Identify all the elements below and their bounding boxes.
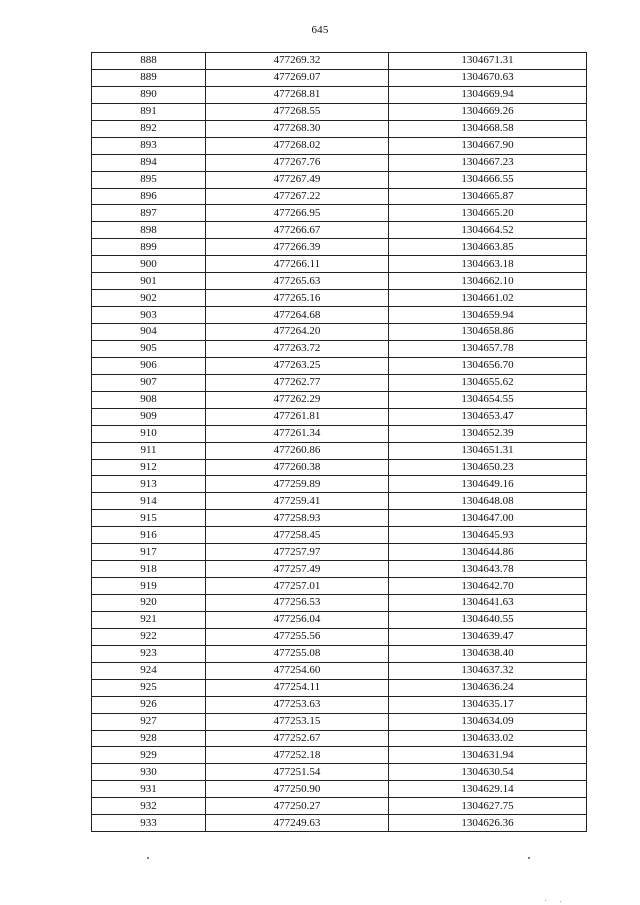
y-coordinate-cell: 1304638.40 bbox=[389, 645, 587, 662]
table-row bbox=[92, 154, 587, 171]
point-number-cell: 892 bbox=[92, 120, 206, 137]
table-row bbox=[92, 527, 587, 544]
y-coordinate-cell: 1304626.36 bbox=[389, 815, 587, 832]
x-coordinate-cell: 477268.81 bbox=[206, 86, 389, 103]
y-coordinate-cell: 1304642.70 bbox=[389, 578, 587, 595]
x-coordinate-cell: 477260.86 bbox=[206, 442, 389, 459]
point-number-cell: 926 bbox=[92, 696, 206, 713]
point-number-cell: 913 bbox=[92, 476, 206, 493]
x-coordinate-cell: 477269.07 bbox=[206, 69, 389, 86]
table-row bbox=[92, 679, 587, 696]
y-coordinate-cell: 1304647.00 bbox=[389, 510, 587, 527]
y-coordinate-cell: 1304636.24 bbox=[389, 679, 587, 696]
point-number-cell: 893 bbox=[92, 137, 206, 154]
x-coordinate-cell: 477257.49 bbox=[206, 561, 389, 578]
table-row bbox=[92, 476, 587, 493]
x-coordinate-cell: 477266.39 bbox=[206, 239, 389, 256]
y-coordinate-cell: 1304667.90 bbox=[389, 137, 587, 154]
table-row bbox=[92, 222, 587, 239]
table-row bbox=[92, 595, 587, 612]
x-coordinate-cell: 477268.02 bbox=[206, 137, 389, 154]
x-coordinate-cell: 477267.22 bbox=[206, 188, 389, 205]
table-row bbox=[92, 781, 587, 798]
scan-speck bbox=[545, 900, 546, 901]
x-coordinate-cell: 477255.56 bbox=[206, 628, 389, 645]
point-number-cell: 905 bbox=[92, 340, 206, 357]
scan-speck bbox=[528, 857, 530, 859]
y-coordinate-cell: 1304655.62 bbox=[389, 374, 587, 391]
y-coordinate-cell: 1304663.18 bbox=[389, 256, 587, 273]
x-coordinate-cell: 477258.45 bbox=[206, 527, 389, 544]
y-coordinate-cell: 1304666.55 bbox=[389, 171, 587, 188]
table-row bbox=[92, 324, 587, 341]
table-row bbox=[92, 290, 587, 307]
table-row bbox=[92, 103, 587, 120]
point-number-cell: 930 bbox=[92, 764, 206, 781]
coordinates-table bbox=[91, 52, 587, 832]
y-coordinate-cell: 1304644.86 bbox=[389, 544, 587, 561]
table-row bbox=[92, 53, 587, 70]
y-coordinate-cell: 1304657.78 bbox=[389, 340, 587, 357]
point-number-cell: 918 bbox=[92, 561, 206, 578]
point-number-cell: 902 bbox=[92, 290, 206, 307]
table-row bbox=[92, 307, 587, 324]
y-coordinate-cell: 1304662.10 bbox=[389, 273, 587, 290]
x-coordinate-cell: 477259.41 bbox=[206, 493, 389, 510]
table-row bbox=[92, 645, 587, 662]
x-coordinate-cell: 477258.93 bbox=[206, 510, 389, 527]
table-row bbox=[92, 815, 587, 832]
x-coordinate-cell: 477254.11 bbox=[206, 679, 389, 696]
x-coordinate-cell: 477268.30 bbox=[206, 120, 389, 137]
table-row bbox=[92, 696, 587, 713]
y-coordinate-cell: 1304627.75 bbox=[389, 798, 587, 815]
y-coordinate-cell: 1304667.23 bbox=[389, 154, 587, 171]
x-coordinate-cell: 477257.97 bbox=[206, 544, 389, 561]
x-coordinate-cell: 477269.32 bbox=[206, 53, 389, 70]
y-coordinate-cell: 1304650.23 bbox=[389, 459, 587, 476]
point-number-cell: 901 bbox=[92, 273, 206, 290]
y-coordinate-cell: 1304669.26 bbox=[389, 103, 587, 120]
y-coordinate-cell: 1304648.08 bbox=[389, 493, 587, 510]
y-coordinate-cell: 1304631.94 bbox=[389, 747, 587, 764]
point-number-cell: 931 bbox=[92, 781, 206, 798]
x-coordinate-cell: 477264.20 bbox=[206, 324, 389, 341]
x-coordinate-cell: 477250.27 bbox=[206, 798, 389, 815]
point-number-cell: 899 bbox=[92, 239, 206, 256]
y-coordinate-cell: 1304665.87 bbox=[389, 188, 587, 205]
table-row bbox=[92, 239, 587, 256]
point-number-cell: 890 bbox=[92, 86, 206, 103]
y-coordinate-cell: 1304635.17 bbox=[389, 696, 587, 713]
point-number-cell: 922 bbox=[92, 628, 206, 645]
y-coordinate-cell: 1304629.14 bbox=[389, 781, 587, 798]
table-row bbox=[92, 188, 587, 205]
table-row bbox=[92, 442, 587, 459]
point-number-cell: 906 bbox=[92, 357, 206, 374]
table-row bbox=[92, 374, 587, 391]
y-coordinate-cell: 1304652.39 bbox=[389, 425, 587, 442]
x-coordinate-cell: 477265.63 bbox=[206, 273, 389, 290]
table-row bbox=[92, 611, 587, 628]
y-coordinate-cell: 1304663.85 bbox=[389, 239, 587, 256]
table-row bbox=[92, 493, 587, 510]
point-number-cell: 897 bbox=[92, 205, 206, 222]
point-number-cell: 919 bbox=[92, 578, 206, 595]
point-number-cell: 912 bbox=[92, 459, 206, 476]
x-coordinate-cell: 477262.29 bbox=[206, 391, 389, 408]
x-coordinate-cell: 477266.67 bbox=[206, 222, 389, 239]
point-number-cell: 920 bbox=[92, 595, 206, 612]
x-coordinate-cell: 477265.16 bbox=[206, 290, 389, 307]
y-coordinate-cell: 1304671.31 bbox=[389, 53, 587, 70]
point-number-cell: 925 bbox=[92, 679, 206, 696]
table-row bbox=[92, 713, 587, 730]
y-coordinate-cell: 1304668.58 bbox=[389, 120, 587, 137]
table-row bbox=[92, 578, 587, 595]
table-row bbox=[92, 747, 587, 764]
x-coordinate-cell: 477267.49 bbox=[206, 171, 389, 188]
point-number-cell: 889 bbox=[92, 69, 206, 86]
x-coordinate-cell: 477261.81 bbox=[206, 408, 389, 425]
table-row bbox=[92, 662, 587, 679]
y-coordinate-cell: 1304634.09 bbox=[389, 713, 587, 730]
point-number-cell: 895 bbox=[92, 171, 206, 188]
point-number-cell: 894 bbox=[92, 154, 206, 171]
x-coordinate-cell: 477252.18 bbox=[206, 747, 389, 764]
point-number-cell: 933 bbox=[92, 815, 206, 832]
y-coordinate-cell: 1304643.78 bbox=[389, 561, 587, 578]
table-row bbox=[92, 340, 587, 357]
table-row bbox=[92, 408, 587, 425]
table-row bbox=[92, 510, 587, 527]
point-number-cell: 932 bbox=[92, 798, 206, 815]
page-number: 645 bbox=[311, 24, 329, 36]
x-coordinate-cell: 477264.68 bbox=[206, 307, 389, 324]
y-coordinate-cell: 1304670.63 bbox=[389, 69, 587, 86]
x-coordinate-cell: 477251.54 bbox=[206, 764, 389, 781]
x-coordinate-cell: 477256.53 bbox=[206, 595, 389, 612]
x-coordinate-cell: 477266.95 bbox=[206, 205, 389, 222]
y-coordinate-cell: 1304639.47 bbox=[389, 628, 587, 645]
y-coordinate-cell: 1304645.93 bbox=[389, 527, 587, 544]
table-row bbox=[92, 425, 587, 442]
table-row bbox=[92, 459, 587, 476]
x-coordinate-cell: 477254.60 bbox=[206, 662, 389, 679]
point-number-cell: 914 bbox=[92, 493, 206, 510]
scan-speck bbox=[147, 857, 149, 859]
point-number-cell: 923 bbox=[92, 645, 206, 662]
point-number-cell: 927 bbox=[92, 713, 206, 730]
y-coordinate-cell: 1304630.54 bbox=[389, 764, 587, 781]
point-number-cell: 929 bbox=[92, 747, 206, 764]
y-coordinate-cell: 1304641.63 bbox=[389, 595, 587, 612]
point-number-cell: 915 bbox=[92, 510, 206, 527]
point-number-cell: 898 bbox=[92, 222, 206, 239]
x-coordinate-cell: 477253.63 bbox=[206, 696, 389, 713]
coordinates-table-body bbox=[92, 53, 587, 832]
point-number-cell: 904 bbox=[92, 324, 206, 341]
point-number-cell: 888 bbox=[92, 53, 206, 70]
point-number-cell: 891 bbox=[92, 103, 206, 120]
x-coordinate-cell: 477256.04 bbox=[206, 611, 389, 628]
scan-speck bbox=[560, 901, 561, 902]
table-row bbox=[92, 730, 587, 747]
y-coordinate-cell: 1304665.20 bbox=[389, 205, 587, 222]
y-coordinate-cell: 1304637.32 bbox=[389, 662, 587, 679]
x-coordinate-cell: 477260.38 bbox=[206, 459, 389, 476]
point-number-cell: 907 bbox=[92, 374, 206, 391]
point-number-cell: 917 bbox=[92, 544, 206, 561]
table-row bbox=[92, 798, 587, 815]
y-coordinate-cell: 1304633.02 bbox=[389, 730, 587, 747]
x-coordinate-cell: 477262.77 bbox=[206, 374, 389, 391]
point-number-cell: 900 bbox=[92, 256, 206, 273]
table-row bbox=[92, 69, 587, 86]
x-coordinate-cell: 477249.63 bbox=[206, 815, 389, 832]
x-coordinate-cell: 477250.90 bbox=[206, 781, 389, 798]
x-coordinate-cell: 477268.55 bbox=[206, 103, 389, 120]
point-number-cell: 928 bbox=[92, 730, 206, 747]
y-coordinate-cell: 1304654.55 bbox=[389, 391, 587, 408]
x-coordinate-cell: 477257.01 bbox=[206, 578, 389, 595]
point-number-cell: 924 bbox=[92, 662, 206, 679]
y-coordinate-cell: 1304669.94 bbox=[389, 86, 587, 103]
x-coordinate-cell: 477253.15 bbox=[206, 713, 389, 730]
table-row bbox=[92, 357, 587, 374]
x-coordinate-cell: 477255.08 bbox=[206, 645, 389, 662]
table-row bbox=[92, 764, 587, 781]
x-coordinate-cell: 477267.76 bbox=[206, 154, 389, 171]
table-row bbox=[92, 391, 587, 408]
table-row bbox=[92, 561, 587, 578]
y-coordinate-cell: 1304656.70 bbox=[389, 357, 587, 374]
x-coordinate-cell: 477259.89 bbox=[206, 476, 389, 493]
y-coordinate-cell: 1304658.86 bbox=[389, 324, 587, 341]
y-coordinate-cell: 1304640.55 bbox=[389, 611, 587, 628]
point-number-cell: 916 bbox=[92, 527, 206, 544]
table-row bbox=[92, 171, 587, 188]
point-number-cell: 911 bbox=[92, 442, 206, 459]
y-coordinate-cell: 1304664.52 bbox=[389, 222, 587, 239]
y-coordinate-cell: 1304661.02 bbox=[389, 290, 587, 307]
x-coordinate-cell: 477263.72 bbox=[206, 340, 389, 357]
x-coordinate-cell: 477266.11 bbox=[206, 256, 389, 273]
table-row bbox=[92, 544, 587, 561]
point-number-cell: 909 bbox=[92, 408, 206, 425]
y-coordinate-cell: 1304651.31 bbox=[389, 442, 587, 459]
point-number-cell: 921 bbox=[92, 611, 206, 628]
y-coordinate-cell: 1304653.47 bbox=[389, 408, 587, 425]
table-row bbox=[92, 256, 587, 273]
point-number-cell: 903 bbox=[92, 307, 206, 324]
point-number-cell: 908 bbox=[92, 391, 206, 408]
x-coordinate-cell: 477263.25 bbox=[206, 357, 389, 374]
point-number-cell: 896 bbox=[92, 188, 206, 205]
table-row bbox=[92, 120, 587, 137]
x-coordinate-cell: 477252.67 bbox=[206, 730, 389, 747]
table-row bbox=[92, 628, 587, 645]
x-coordinate-cell: 477261.34 bbox=[206, 425, 389, 442]
y-coordinate-cell: 1304649.16 bbox=[389, 476, 587, 493]
table-row bbox=[92, 205, 587, 222]
table-row bbox=[92, 86, 587, 103]
table-row bbox=[92, 137, 587, 154]
table-row bbox=[92, 273, 587, 290]
y-coordinate-cell: 1304659.94 bbox=[389, 307, 587, 324]
point-number-cell: 910 bbox=[92, 425, 206, 442]
